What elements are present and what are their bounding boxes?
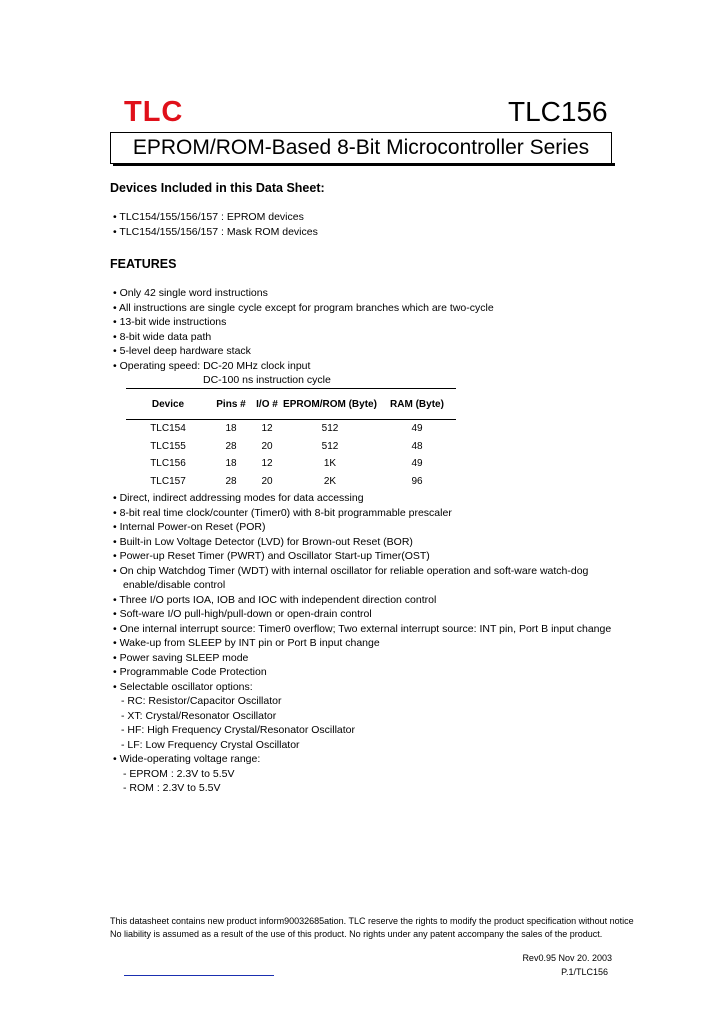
features-list-b — [113, 491, 611, 796]
page-number: P.1/TLC156 — [561, 967, 608, 977]
disclaimer-line-1: This datasheet contains new product inform90032685ation. TLC reserve the rights to modify the product specification without notice — [110, 916, 634, 926]
list-item: - EPROM : 2.3V to 5.5V — [123, 767, 235, 780]
table-cell: 512 — [321, 423, 339, 435]
table-header: Device — [126, 389, 210, 420]
table-cell: TLC154 — [150, 423, 186, 435]
table-row — [126, 438, 456, 456]
table-cell: 1K — [323, 458, 337, 470]
part-number: TLC156 — [508, 96, 608, 127]
table-cell: 96 — [411, 475, 423, 487]
table-cell: TLC155 — [150, 440, 186, 452]
table-cell: 28 — [225, 440, 237, 452]
list-item: • Programmable Code Protection — [113, 666, 267, 678]
list-item: • 5-level deep hardware stack — [113, 345, 251, 357]
table-cell: 18 — [225, 423, 237, 435]
list-item: - HF: High Frequency Crystal/Resonator Oscillator — [121, 724, 355, 736]
table-cell: 18 — [225, 458, 237, 470]
list-item: - XT: Crystal/Resonator Oscillator — [121, 709, 277, 722]
list-item: • Selectable oscillator options: — [113, 680, 253, 693]
list-item: • 8-bit real time clock/counter (Timer0) with 8-bit programmable prescaler — [113, 506, 452, 519]
list-item: DC-100 ns instruction cycle — [203, 374, 331, 386]
table-row — [126, 455, 456, 473]
table-cell: 2K — [323, 475, 337, 487]
table-row — [126, 473, 456, 491]
list-item: • Internal Power-on Reset (POR) — [113, 521, 266, 533]
list-item: • One internal interrupt source: Timer0 overflow; Two external interrupt source: INT pin, Port B input change — [113, 622, 612, 635]
list-item: - ROM : 2.3V to 5.5V — [123, 782, 221, 794]
list-item: • Three I/O ports IOA, IOB and IOC with independent direction control — [113, 593, 437, 606]
table-cell: 49 — [411, 423, 423, 435]
list-item: • Built-in Low Voltage Detector (LVD) for Brown-out Reset (BOR) — [113, 535, 413, 548]
list-item: enable/disable control — [123, 579, 226, 591]
features-heading: FEATURES — [110, 257, 177, 271]
footer-line — [124, 975, 274, 976]
table-header: EPROM/ROM (Byte) — [282, 389, 378, 420]
list-item: • Wake-up from SLEEP by INT pin or Port B input change — [113, 637, 380, 649]
device-table — [126, 388, 456, 490]
table-cell: 28 — [225, 475, 237, 487]
revision-info: Rev0.95 Nov 20. 2003 — [522, 953, 612, 963]
list-item: • All instructions are single cycle except for program branches which are two-cycle — [113, 301, 494, 314]
features-list-a — [113, 286, 494, 388]
table-cell: 49 — [411, 458, 423, 470]
table-cell: TLC157 — [150, 475, 186, 487]
title-shadow — [113, 163, 615, 166]
company-logo: TLC — [124, 96, 184, 128]
devices-heading: Devices Included in this Data Sheet: — [110, 181, 325, 195]
list-item: • 8-bit wide data path — [113, 330, 212, 343]
list-item: • On chip Watchdog Timer (WDT) with internal oscillator for reliable operation and soft-ware watch-dog — [113, 564, 589, 577]
list-item: - LF: Low Frequency Crystal Oscillator — [121, 738, 300, 751]
table-cell: 512 — [321, 440, 339, 452]
document-title: EPROM/ROM-Based 8-Bit Microcontroller Series — [110, 132, 612, 164]
list-item: - RC: Resistor/Capacitor Oscillator — [121, 695, 282, 707]
table-row — [126, 420, 456, 438]
list-item: • Direct, indirect addressing modes for data accessing — [113, 492, 364, 504]
table-cell: 12 — [261, 458, 273, 470]
table-cell: 20 — [261, 440, 273, 452]
table-header: Pins # — [210, 389, 252, 420]
list-item: • Operating speed: DC-20 MHz clock input — [113, 359, 311, 372]
table-cell: 48 — [411, 440, 423, 452]
list-item: • Only 42 single word instructions — [113, 287, 268, 299]
list-item: • Power saving SLEEP mode — [113, 651, 249, 664]
devices-list — [113, 210, 318, 239]
disclaimer-line-2: No liability is assumed as a result of the use of this product. No rights under any patent accompany the sales of the product. — [110, 929, 603, 939]
list-item: • TLC154/155/156/157 : Mask ROM devices — [113, 225, 318, 238]
table-header: I/O # — [252, 389, 282, 420]
list-item: • Power-up Reset Timer (PWRT) and Oscillator Start-up Timer(OST) — [113, 550, 430, 562]
table-header: RAM (Byte) — [378, 389, 456, 420]
list-item: • TLC154/155/156/157 : EPROM devices — [113, 211, 304, 223]
list-item: • Wide-operating voltage range: — [113, 753, 261, 765]
table-header-row — [126, 389, 456, 420]
list-item: • Soft-ware I/O pull-high/pull-down or open-drain control — [113, 608, 372, 620]
table-cell: 12 — [261, 423, 273, 435]
list-item: • 13-bit wide instructions — [113, 316, 227, 328]
table-cell: 20 — [261, 475, 273, 487]
table-cell: TLC156 — [150, 458, 186, 470]
